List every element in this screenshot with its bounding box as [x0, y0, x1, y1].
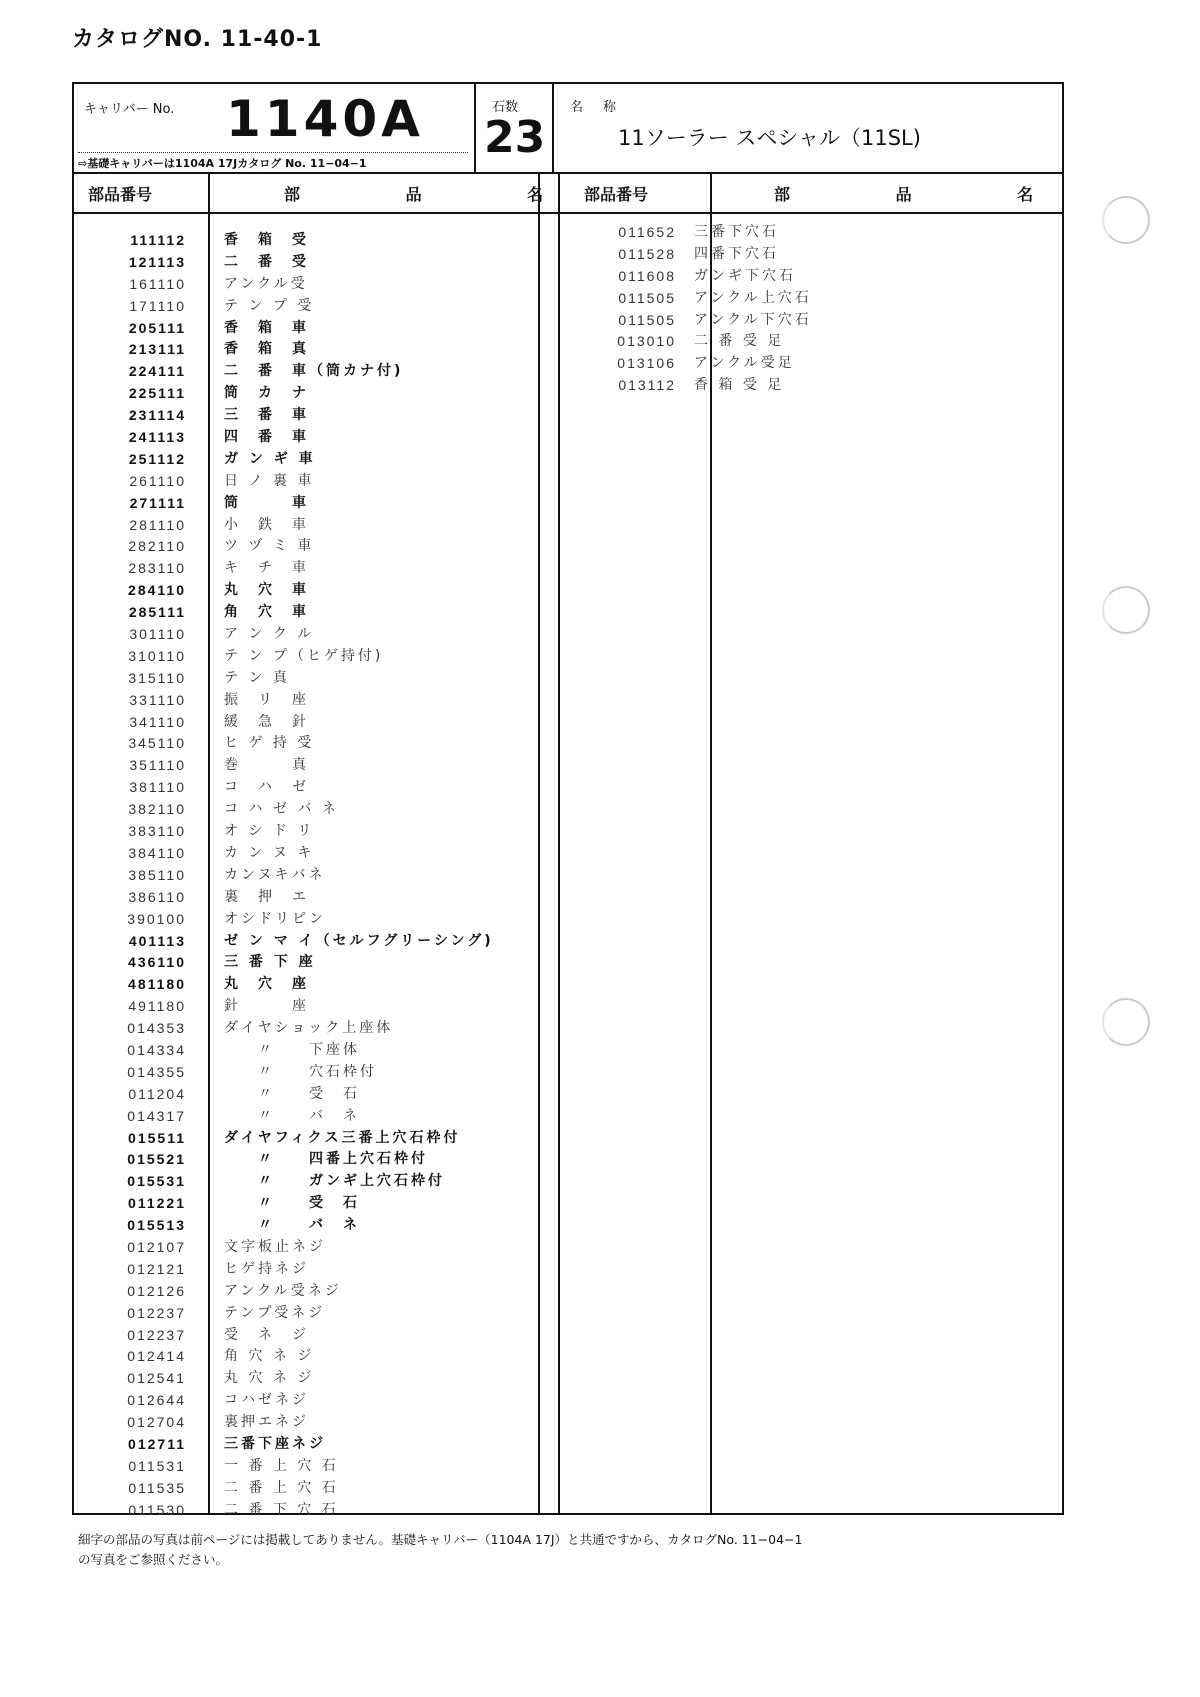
table-row — [74, 931, 534, 953]
part-number: 012121 — [127, 1260, 186, 1277]
table-row — [74, 339, 534, 361]
model-name-label: 名称 — [570, 100, 637, 115]
part-name: テ ン プ 受 — [224, 297, 315, 314]
table-row — [74, 1062, 534, 1084]
table-row — [564, 288, 1044, 310]
part-number: 491180 — [128, 998, 186, 1015]
part-name: 丸 穴 ネ ジ — [224, 1370, 315, 1387]
left-parts-list — [74, 230, 534, 1522]
part-number: 271111 — [129, 494, 186, 511]
table-row — [74, 1390, 534, 1412]
part-number: 401113 — [128, 932, 186, 949]
table-row — [74, 821, 534, 843]
part-name: 香 箱 真 — [224, 341, 309, 358]
part-name: 〃 穴石枠付 — [224, 1063, 377, 1080]
table-row — [74, 1303, 534, 1325]
table-row — [74, 624, 534, 646]
part-number: 285111 — [128, 604, 186, 621]
part-name: 二 番 車（筒カナ付) — [224, 363, 404, 380]
punch-hole-top — [1102, 196, 1150, 244]
part-name: 香 箱 車 — [224, 319, 309, 336]
part-number: 013112 — [618, 377, 676, 394]
part-name: ダイヤショック上座体 — [224, 1020, 394, 1037]
part-number: 012237 — [127, 1326, 186, 1343]
table-row — [74, 974, 534, 996]
table-row — [74, 733, 534, 755]
table-row — [74, 690, 534, 712]
table-row — [564, 375, 1044, 397]
part-number: 351110 — [129, 757, 186, 774]
table-row — [74, 1128, 534, 1150]
part-name: 筒 車 — [224, 494, 309, 511]
table-row — [74, 1040, 534, 1062]
caliber-header — [74, 84, 1062, 174]
part-number: 011530 — [128, 1501, 186, 1518]
table-row — [74, 909, 534, 931]
part-number: 385110 — [128, 866, 186, 883]
part-name: 〃 受 石 — [224, 1195, 360, 1212]
part-number: 315110 — [128, 669, 186, 686]
table-row — [74, 427, 534, 449]
part-number: 390100 — [127, 910, 186, 927]
part-name: 香 箱 受 — [224, 232, 309, 248]
part-name: 一 番 上 穴 石 — [224, 1457, 339, 1474]
part-number: 012414 — [127, 1348, 186, 1365]
table-row — [74, 558, 534, 580]
table-row — [74, 361, 534, 383]
part-number: 381110 — [129, 779, 186, 796]
part-number: 011531 — [128, 1457, 186, 1474]
right-parts-list — [564, 222, 1044, 397]
part-name: 三 番 下 座 — [224, 954, 316, 971]
stones-label: 石数 — [492, 100, 519, 115]
part-name: 〃 ガンギ上穴石枠付 — [224, 1173, 445, 1190]
table-row — [74, 1368, 534, 1390]
table-row — [74, 996, 534, 1018]
table-row — [74, 887, 534, 909]
table-row — [74, 843, 534, 865]
part-number: 011528 — [618, 245, 676, 262]
part-name: 香 箱 受 足 — [694, 377, 785, 394]
part-name: アンクル受ネジ — [224, 1282, 342, 1299]
part-number: 012704 — [127, 1414, 186, 1431]
table-row — [74, 449, 534, 471]
table-row — [74, 865, 534, 887]
part-name: 丸 穴 車 — [224, 582, 309, 599]
part-name: 受 ネ ジ — [224, 1326, 309, 1343]
part-number: 282110 — [128, 538, 186, 555]
part-name: 丸 穴 座 — [224, 976, 309, 993]
part-name: ガ ン ギ 車 — [224, 450, 316, 467]
part-number: 015531 — [127, 1173, 186, 1190]
part-number: 014334 — [127, 1041, 186, 1058]
part-number: 225111 — [128, 385, 186, 402]
part-number: 015511 — [128, 1129, 186, 1146]
table-row — [74, 755, 534, 777]
table-row — [74, 1084, 534, 1106]
base-caliber-note: ⇨基礎キャリバーは1104A 17Jカタログ No. 11−04−1 — [78, 152, 468, 171]
part-number: 161110 — [129, 275, 186, 292]
table-row — [74, 1237, 534, 1259]
part-name: 〃 バ ネ — [224, 1217, 360, 1234]
part-name: 角 穴 ネ ジ — [224, 1348, 315, 1365]
part-number: 011505 — [618, 289, 676, 306]
part-number: 012107 — [127, 1238, 186, 1255]
footer-line-2: の写真をご参照ください。 — [78, 1552, 229, 1567]
part-name: カンヌキバネ — [224, 866, 326, 883]
table-row — [74, 536, 534, 558]
table-row — [74, 252, 534, 274]
part-number: 382110 — [128, 801, 186, 818]
footer-line-1: 細字の部品の写真は前ページには掲載してありません。基礎キャリバー（1104A 17J）と共通ですから、カタログNo. 11−04−1 — [78, 1532, 803, 1547]
table-row — [74, 1149, 534, 1171]
part-name: コ ハ ゼ — [224, 779, 309, 796]
part-name: 振 リ 座 — [224, 691, 309, 708]
part-name: ヒゲ持ネジ — [224, 1260, 309, 1277]
part-number: 011652 — [618, 224, 676, 240]
table-row — [74, 383, 534, 405]
part-number: 384110 — [128, 844, 186, 861]
part-number: 224111 — [128, 363, 186, 380]
part-name: 三番下座ネジ — [224, 1435, 326, 1452]
left-part-name-header: 部 品 名 — [284, 185, 594, 204]
part-number: 213111 — [128, 341, 186, 358]
table-row — [74, 952, 534, 974]
table-row — [74, 274, 534, 296]
part-name: ガンギ下穴石 — [694, 267, 796, 284]
part-name: 緩 急 針 — [224, 713, 309, 730]
part-number: 111112 — [130, 232, 186, 248]
table-row — [74, 1412, 534, 1434]
part-name: 針 座 — [224, 998, 309, 1015]
table-row — [74, 1259, 534, 1281]
table-row — [74, 1215, 534, 1237]
part-name: コ ハ ゼ バ ネ — [224, 801, 339, 818]
parts-table-frame — [72, 82, 1084, 1518]
part-number: 310110 — [128, 647, 186, 664]
caliber-box — [74, 84, 476, 172]
table-row — [564, 353, 1044, 375]
part-name: テ ン 真 — [224, 669, 290, 686]
part-name: 二 番 上 穴 石 — [224, 1479, 339, 1496]
part-name: 〃 四番上穴石枠付 — [224, 1151, 428, 1168]
part-number: 012237 — [127, 1304, 186, 1321]
part-number: 011221 — [128, 1195, 186, 1212]
part-name: テ ン プ（ヒゲ持付) — [224, 647, 384, 664]
table-row — [564, 331, 1044, 353]
part-name: 二 番 受 足 — [694, 333, 785, 350]
table-row — [74, 646, 534, 668]
table-row — [74, 1434, 534, 1456]
caliber-number: 1140A — [226, 90, 424, 148]
part-number: 383110 — [128, 823, 186, 840]
part-number: 013106 — [617, 355, 676, 372]
table-row — [74, 230, 534, 252]
table-row — [74, 580, 534, 602]
part-number: 345110 — [128, 735, 186, 752]
table-row — [74, 777, 534, 799]
part-name: 三番下穴石 — [694, 224, 779, 240]
part-number: 012126 — [127, 1282, 186, 1299]
part-number: 011535 — [128, 1479, 186, 1496]
part-number: 251112 — [128, 450, 186, 467]
punch-hole-middle — [1102, 586, 1150, 634]
table-row — [74, 1346, 534, 1368]
part-number: 301110 — [129, 626, 186, 643]
part-name: 四 番 車 — [224, 429, 309, 446]
part-name: 裏 押 エ — [224, 888, 309, 905]
part-name: 裏押エネジ — [224, 1414, 309, 1431]
part-number: 011204 — [128, 1085, 186, 1102]
part-number: 011505 — [618, 311, 676, 328]
part-name: 小 鉄 車 — [224, 516, 309, 533]
part-number: 341110 — [129, 713, 186, 730]
part-name: コハゼネジ — [224, 1392, 309, 1409]
part-number: 012644 — [127, 1392, 186, 1409]
part-name: オ シ ド リ — [224, 823, 315, 840]
table-row — [74, 1281, 534, 1303]
table-row — [74, 799, 534, 821]
part-name: アンクル下穴石 — [694, 311, 812, 328]
part-number: 231114 — [128, 407, 186, 424]
part-number: 171110 — [129, 297, 186, 314]
part-number: 013010 — [617, 333, 676, 350]
table-row — [74, 471, 534, 493]
part-number: 241113 — [128, 429, 186, 446]
part-number: 261110 — [129, 472, 186, 489]
part-name: アンクル上穴石 — [694, 289, 812, 306]
table-row — [74, 1018, 534, 1040]
part-name: アンクル受足 — [694, 355, 795, 372]
part-name: オシドリピン — [224, 910, 326, 927]
part-number: 283110 — [128, 560, 186, 577]
part-number: 331110 — [129, 691, 186, 708]
table-row — [74, 668, 534, 690]
table-row — [74, 296, 534, 318]
part-number: 014355 — [127, 1063, 186, 1080]
divider-center-a — [538, 172, 540, 1513]
part-name: ツ ヅ ミ 車 — [224, 538, 315, 555]
part-name: ダイヤフィクス三番上穴石枠付 — [224, 1129, 461, 1146]
part-name: 〃 バ ネ — [224, 1107, 360, 1124]
part-name: ゼ ン マ イ（セルフグリーシング) — [224, 932, 494, 949]
table-row — [74, 318, 534, 340]
part-name: 二 番 下 穴 石 — [224, 1501, 339, 1518]
table-row — [564, 222, 1044, 244]
part-name: 角 穴 車 — [224, 604, 309, 621]
catalog-number: カタログNO. 11-40-1 — [72, 27, 323, 52]
part-name: 四番下穴石 — [694, 245, 779, 262]
table-row — [564, 266, 1044, 288]
table-row — [74, 712, 534, 734]
part-name: アンクル受 — [224, 275, 308, 292]
part-number: 386110 — [128, 888, 186, 905]
part-number: 012711 — [128, 1435, 186, 1452]
part-name: ア ン ク ル — [224, 626, 315, 643]
table-row — [564, 310, 1044, 332]
table-row — [74, 1106, 534, 1128]
part-name: 文字板止ネジ — [224, 1238, 326, 1255]
right-part-no-header: 部品番号 — [584, 185, 649, 204]
table-row — [74, 1478, 534, 1500]
table-row — [74, 1500, 534, 1522]
part-name: 筒 カ ナ — [224, 385, 309, 402]
part-number: 281110 — [129, 516, 186, 533]
table-row — [74, 1193, 534, 1215]
table-row — [74, 1171, 534, 1193]
part-name: 二 番 受 — [224, 253, 309, 270]
part-number: 121113 — [128, 253, 186, 270]
part-name: 〃 下座体 — [224, 1041, 360, 1058]
part-name: 日 ノ 裏 車 — [224, 472, 315, 489]
punch-hole-bottom — [1102, 998, 1150, 1046]
part-name: ヒ ゲ 持 受 — [224, 735, 315, 752]
footer-note — [78, 1530, 1078, 1570]
left-part-no-header: 部品番号 — [88, 185, 153, 204]
part-name: カ ン ヌ キ — [224, 844, 315, 861]
part-name: テンプ受ネジ — [224, 1304, 326, 1321]
model-name-value: 11ソーラー スペシャル（11SL) — [618, 126, 921, 150]
table-row — [74, 1325, 534, 1347]
part-number: 015521 — [127, 1151, 186, 1168]
table-row — [74, 1456, 534, 1478]
caliber-label: キャリバー No. — [84, 102, 175, 117]
part-number: 014353 — [127, 1020, 186, 1037]
part-number: 014317 — [127, 1107, 186, 1124]
model-name-box — [552, 84, 1062, 172]
table-row — [74, 493, 534, 515]
part-number: 481180 — [128, 976, 186, 993]
part-number: 012541 — [127, 1370, 186, 1387]
table-row — [74, 405, 534, 427]
part-name: 三 番 車 — [224, 407, 309, 424]
part-number: 436110 — [128, 954, 186, 971]
table-row — [564, 244, 1044, 266]
column-header-row — [74, 172, 1084, 214]
right-part-name-header: 部 品 名 — [774, 185, 1084, 204]
part-number: 015513 — [127, 1217, 186, 1234]
part-name: キ チ 車 — [224, 560, 309, 577]
divider-center-b — [558, 172, 560, 1513]
table-row — [74, 602, 534, 624]
part-name: 〃 受 石 — [224, 1085, 360, 1102]
part-number: 284110 — [128, 582, 186, 599]
part-number: 205111 — [128, 319, 186, 336]
stones-value: 23 — [484, 112, 546, 163]
part-name: 巻 真 — [224, 757, 309, 774]
table-row — [74, 515, 534, 537]
part-number: 011608 — [618, 267, 676, 284]
stones-box — [474, 84, 554, 172]
